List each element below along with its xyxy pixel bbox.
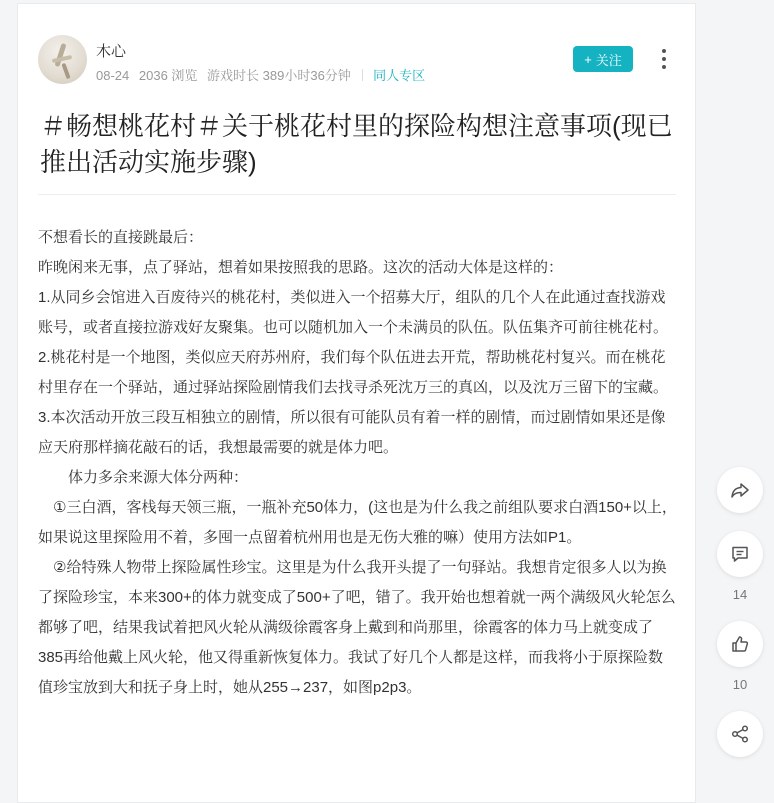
more-icon[interactable] [661,49,667,69]
forward-icon [730,480,750,500]
paragraph: ②给特殊人物带上探险属性珍宝。这里是为什么我开头提了一句驿站。我想肯定很多人以为换了探险珍宝，本来300+的体力就变成了500+了吧，错了。我开始也想着就一两个满级风火轮怎么都够了吧，结果我试着把风火轮从满级徐霞客身上戴到和尚那里，徐霞客的体力马上就变成了385再给他戴上风火轮，他又得重新恢复体力。我试了好几个人都是这样，而我将小于原探险数值珍宝放到大和抚子身上时，她从255→237，如图p2p3。 [38,559,676,696]
comment-button[interactable] [717,531,763,577]
forward-button[interactable] [717,467,763,513]
paragraph: 昨晚闲来无事，点了驿站，想着如果按照我的思路。这次的活动大体是这样的： [38,259,564,276]
title-divider [38,194,676,195]
paragraph: 2.桃花村是一个地图，类似应天府苏州府，我们每个队伍进去开荒，帮助桃花村复兴。而在桃花村里存在一个驿站，通过驿站探险剧情我们去找寻杀死沈万三的真凶，以及沈万三留下的宝藏。 [38,349,669,396]
paragraph: ①三白酒，客栈每天领三瓶，一瓶补充50体力，(这也是为什么我之前组队要求白酒150+以上，如果说这里探险用不着，多囤一点留着杭州用也是无伤大雅的嘛）使用方法如P1。 [38,499,677,546]
meta-divider [362,69,363,81]
paragraph: 体力多余来源大体分两种： [38,469,249,486]
post-content [38,223,678,703]
comment-icon [730,544,750,564]
post-card [17,3,696,803]
zone-link[interactable]: 同人专区 [373,68,426,83]
post-title: ＃畅想桃花村＃关于桃花村里的探险构想注意事项(现已推出活动实施步骤) [40,111,673,177]
author-name[interactable]: 木心 [96,43,127,60]
follow-label: 关注 [595,52,622,68]
like-count: 10 [732,677,748,692]
paragraph: 不想看长的直接跳最后： [38,229,204,246]
comment-count: 14 [732,587,748,602]
playtime: 游戏时长 389小时36分钟 [207,68,351,83]
like-button[interactable] [717,621,763,667]
post-date: 08-24 [96,68,130,83]
post-meta [96,65,431,84]
share-icon [730,724,750,744]
share-button[interactable] [717,711,763,757]
paragraph: 1.从同乡会馆进入百废待兴的桃花村，类似进入一个招募大厅，组队的几个人在此通过查找游戏账号，或者直接拉游戏好友聚集。也可以随机加入一个未满员的队伍。队伍集齐可前往桃花村。 [38,289,669,336]
plus-icon: + [584,51,592,67]
view-count: 2036 浏览 [138,68,198,83]
avatar[interactable] [38,35,87,84]
follow-button[interactable] [573,46,633,72]
paragraph: 3.本次活动开放三段互相独立的剧情，所以很有可能队员有着一样的剧情，而过剧情如果还是像应天府那样摘花敲石的话，我想最需要的就是体力吧。 [38,409,666,456]
like-icon [730,634,750,654]
